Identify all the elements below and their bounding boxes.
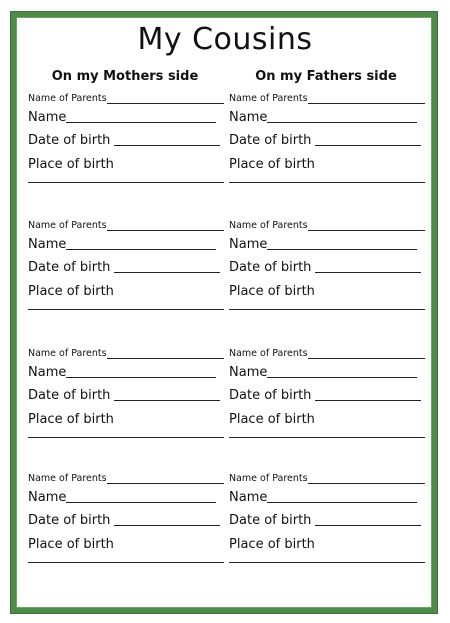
- name-label: Name: [229, 365, 268, 380]
- parents-field[interactable]: [229, 219, 425, 233]
- parents-field[interactable]: [229, 92, 425, 106]
- date-of-birth-label: Date of birth: [28, 260, 111, 275]
- date-of-birth-line[interactable]: [114, 400, 220, 401]
- mothers-side-header: On my Mothers side: [51, 69, 199, 84]
- date-of-birth-field[interactable]: [229, 261, 425, 275]
- name-field[interactable]: [28, 238, 224, 252]
- place-of-birth-field: [28, 285, 224, 299]
- date-of-birth-line[interactable]: [315, 145, 421, 146]
- name-field[interactable]: [229, 111, 425, 125]
- parents-line[interactable]: [308, 103, 425, 104]
- name-line[interactable]: [267, 249, 417, 250]
- date-of-birth-label: Date of birth: [28, 513, 111, 528]
- place-of-birth-line[interactable]: [229, 309, 425, 310]
- date-of-birth-line[interactable]: [315, 525, 421, 526]
- place-of-birth-line[interactable]: [229, 437, 425, 438]
- place-of-birth-field: [28, 413, 224, 427]
- page-title: My Cousins: [137, 22, 313, 57]
- date-of-birth-label: Date of birth: [28, 388, 111, 403]
- date-of-birth-field[interactable]: [28, 514, 224, 528]
- date-of-birth-line[interactable]: [114, 145, 220, 146]
- date-of-birth-field[interactable]: [28, 134, 224, 148]
- name-label: Name: [28, 237, 67, 252]
- parents-field[interactable]: [229, 347, 425, 361]
- date-of-birth-field[interactable]: [28, 389, 224, 403]
- place-of-birth-line[interactable]: [28, 309, 224, 310]
- parents-label: Name of Parents: [229, 473, 308, 484]
- name-label: Name: [229, 490, 268, 505]
- parents-label: Name of Parents: [229, 220, 308, 231]
- place-of-birth-label: Place of birth: [28, 284, 114, 299]
- date-of-birth-label: Date of birth: [28, 133, 111, 148]
- place-of-birth-label: Place of birth: [28, 537, 114, 552]
- name-field[interactable]: [28, 366, 224, 380]
- name-field[interactable]: [28, 111, 224, 125]
- name-label: Name: [28, 110, 67, 125]
- parents-label: Name of Parents: [28, 348, 107, 359]
- place-of-birth-field: [28, 538, 224, 552]
- place-of-birth-field: [28, 158, 224, 172]
- parents-label: Name of Parents: [28, 220, 107, 231]
- date-of-birth-label: Date of birth: [229, 260, 312, 275]
- place-of-birth-label: Place of birth: [229, 412, 315, 427]
- place-of-birth-label: Place of birth: [229, 537, 315, 552]
- parents-label: Name of Parents: [28, 93, 107, 104]
- date-of-birth-line[interactable]: [114, 272, 220, 273]
- name-line[interactable]: [66, 249, 216, 250]
- name-field[interactable]: [229, 366, 425, 380]
- place-of-birth-label: Place of birth: [28, 157, 114, 172]
- parents-line[interactable]: [308, 483, 425, 484]
- parents-line[interactable]: [107, 358, 224, 359]
- date-of-birth-field[interactable]: [229, 134, 425, 148]
- fathers-side-header: On my Fathers side: [255, 69, 397, 84]
- parents-field[interactable]: [229, 472, 425, 486]
- name-field[interactable]: [28, 491, 224, 505]
- place-of-birth-line[interactable]: [229, 182, 425, 183]
- date-of-birth-field[interactable]: [28, 261, 224, 275]
- parents-line[interactable]: [107, 230, 224, 231]
- name-line[interactable]: [267, 502, 417, 503]
- parents-label: Name of Parents: [229, 348, 308, 359]
- date-of-birth-line[interactable]: [315, 272, 421, 273]
- place-of-birth-field: [229, 538, 425, 552]
- date-of-birth-line[interactable]: [315, 400, 421, 401]
- parents-line[interactable]: [107, 483, 224, 484]
- name-line[interactable]: [66, 377, 216, 378]
- date-of-birth-label: Date of birth: [229, 513, 312, 528]
- parents-line[interactable]: [308, 358, 425, 359]
- date-of-birth-field[interactable]: [229, 514, 425, 528]
- date-of-birth-label: Date of birth: [229, 133, 312, 148]
- place-of-birth-field: [229, 285, 425, 299]
- name-label: Name: [28, 365, 67, 380]
- place-of-birth-line[interactable]: [229, 562, 425, 563]
- name-line[interactable]: [267, 377, 417, 378]
- parents-line[interactable]: [107, 103, 224, 104]
- parents-field[interactable]: [28, 472, 224, 486]
- parents-label: Name of Parents: [229, 93, 308, 104]
- name-line[interactable]: [66, 502, 216, 503]
- parents-field[interactable]: [28, 347, 224, 361]
- place-of-birth-line[interactable]: [28, 182, 224, 183]
- place-of-birth-line[interactable]: [28, 562, 224, 563]
- name-field[interactable]: [229, 491, 425, 505]
- place-of-birth-label: Place of birth: [28, 412, 114, 427]
- name-label: Name: [28, 490, 67, 505]
- parents-line[interactable]: [308, 230, 425, 231]
- name-field[interactable]: [229, 238, 425, 252]
- name-line[interactable]: [267, 122, 417, 123]
- place-of-birth-label: Place of birth: [229, 157, 315, 172]
- place-of-birth-label: Place of birth: [229, 284, 315, 299]
- parents-field[interactable]: [28, 92, 224, 106]
- place-of-birth-field: [229, 158, 425, 172]
- parents-field[interactable]: [28, 219, 224, 233]
- place-of-birth-field: [229, 413, 425, 427]
- name-label: Name: [229, 237, 268, 252]
- date-of-birth-label: Date of birth: [229, 388, 312, 403]
- place-of-birth-line[interactable]: [28, 437, 224, 438]
- date-of-birth-field[interactable]: [229, 389, 425, 403]
- name-label: Name: [229, 110, 268, 125]
- date-of-birth-line[interactable]: [114, 525, 220, 526]
- parents-label: Name of Parents: [28, 473, 107, 484]
- name-line[interactable]: [66, 122, 216, 123]
